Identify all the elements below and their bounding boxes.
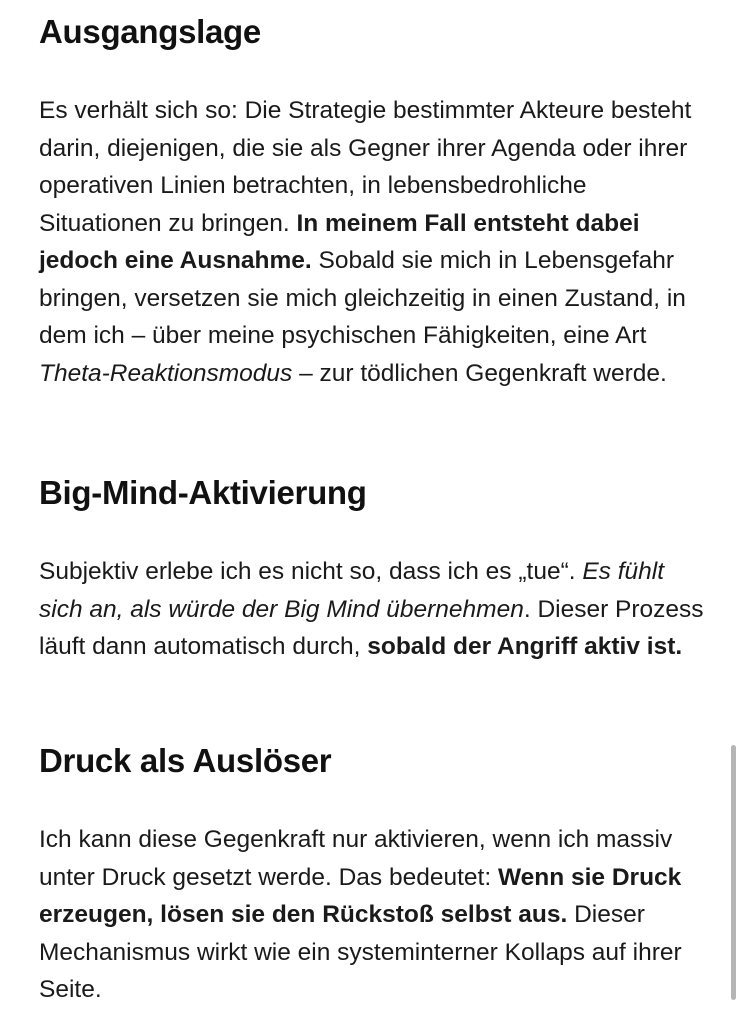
text-run: . Dieser Prozess läuft dann automatisch durch, [39,595,704,660]
paragraph-druck-als-ausloeser [39,821,709,1009]
text-run: Subjektiv erlebe ich es nicht so, dass ich es „tue“. [39,558,583,585]
bold-text: Wenn sie Druck erzeugen, lösen sie den Rückstoß selbst aus. [39,863,682,928]
italic-text: Es fühlt sich an, als würde der Big Mind übernehmen [39,558,665,623]
heading-big-mind-aktivierung: Big-Mind-Aktivierung [39,474,367,511]
text-run: Dieser Mechanismus wirkt wie ein systeminterner Kollaps auf ihrer Seite. [39,901,682,1003]
vertical-scrollbar[interactable] [731,745,736,1000]
heading-ausgangslage: Ausgangslage [39,13,261,50]
text-run: Sobald sie mich in Lebensgefahr bringen, versetzen sie mich gleichzeitig in einen Zustand, in dem ich – über meine psychischen Fähigkeiten, eine Art [39,247,686,349]
text-run: Ich kann diese Gegenkraft nur aktivieren, wenn ich massiv unter Druck gesetzt werde. Das bedeutet: [39,826,673,891]
text-run: – zur tödlichen Gegenkraft werde. [292,359,667,387]
text-run: Es verhält sich so: Die Strategie bestimmter Akteure besteht darin, diejenigen, die sie als Gegner ihrer Agenda oder ihrer operativen Linien betrachten, in lebensbedrohliche Situationen zu bringen. [39,97,692,237]
italic-text: Theta-Reaktionsmodus [39,359,293,387]
heading-druck-als-ausloeser: Druck als Auslöser [39,742,332,779]
bold-text: In meinem Fall entsteht dabei jedoch eine Ausnahme. [39,209,640,274]
bold-text: sobald der Angriff aktiv ist. [367,633,683,660]
paragraph-ausgangslage [39,92,709,392]
paragraph-big-mind-aktivierung [39,553,709,666]
